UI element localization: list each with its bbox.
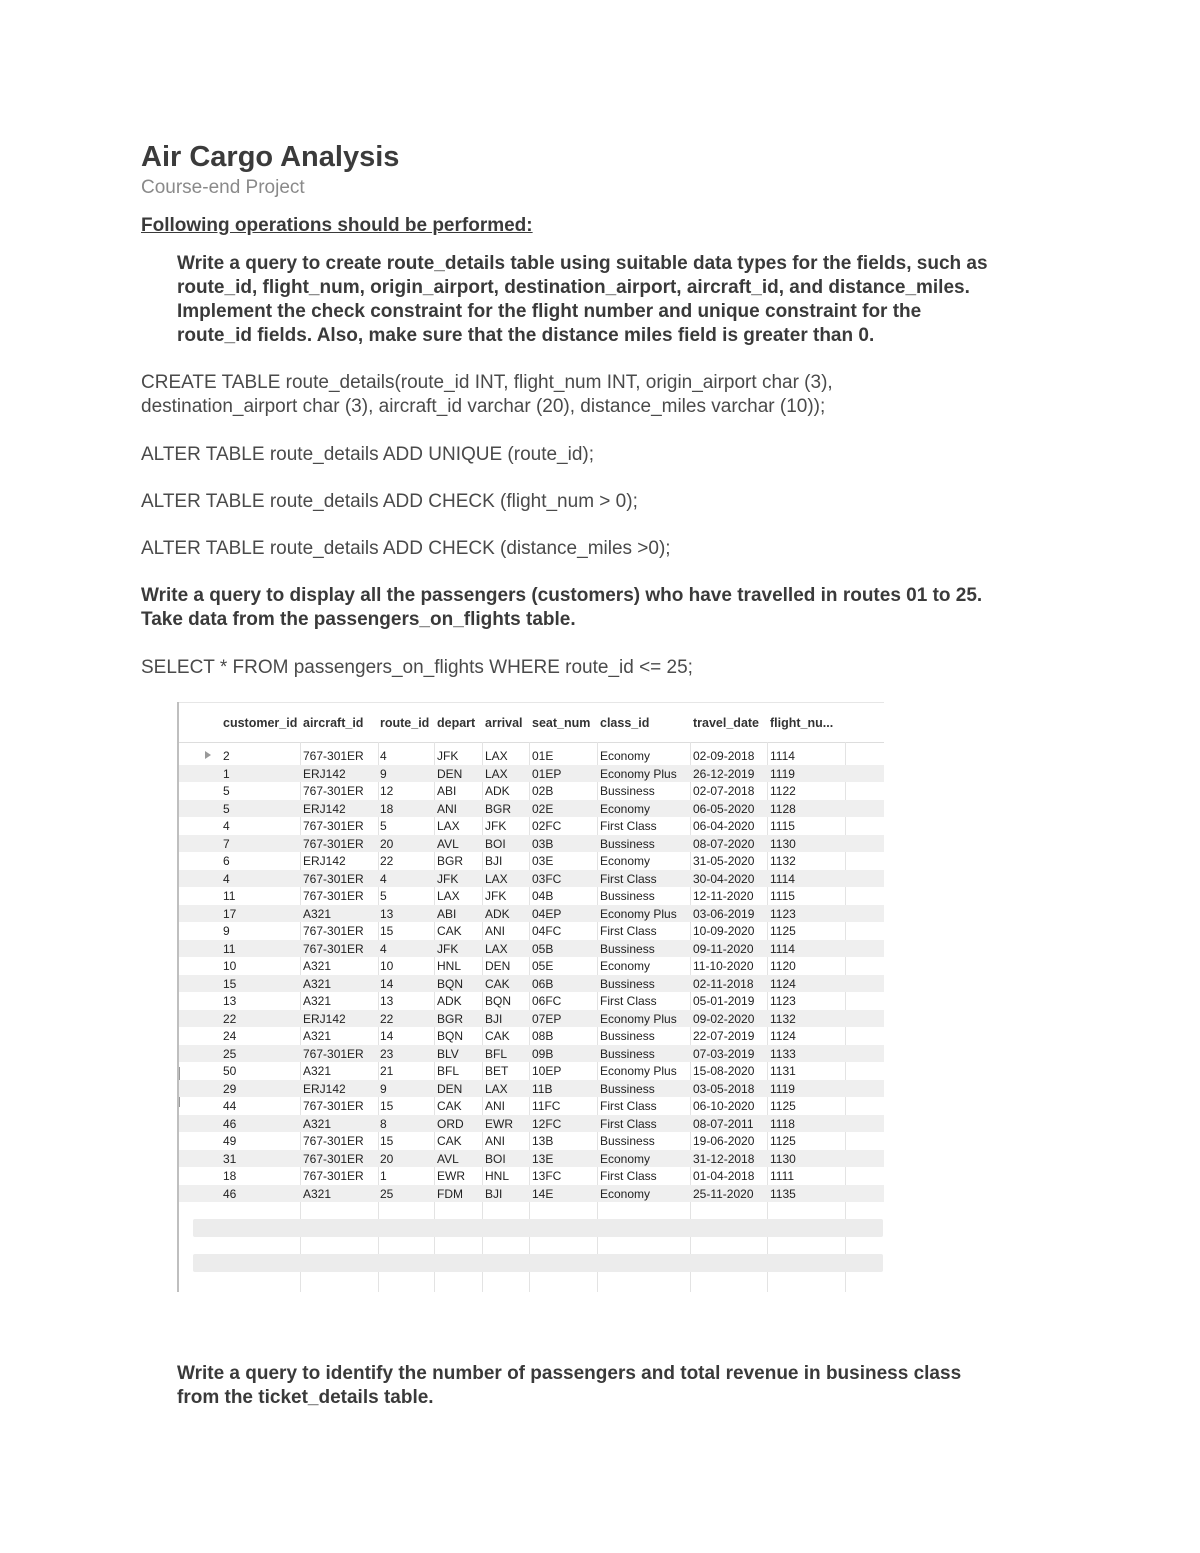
- table-cell: LAX: [485, 749, 508, 763]
- table-cell: 31-12-2018: [693, 1151, 755, 1166]
- table-cell: EWR: [485, 1116, 513, 1131]
- table-cell: ABI: [437, 784, 457, 798]
- table-row[interactable]: [179, 975, 884, 993]
- table-cell: BJI: [485, 1011, 503, 1026]
- table-cell: 1132: [770, 854, 796, 868]
- table-cell: 50: [223, 1064, 237, 1078]
- table-cell: 02-09-2018: [693, 749, 755, 763]
- table-cell: 5: [223, 801, 230, 816]
- create-table-line2: destination_airport char (3), aircraft_id varchar (20), distance_miles varchar (10));: [141, 396, 826, 417]
- table-cell: 1123: [770, 906, 796, 921]
- table-cell: Economy: [600, 801, 651, 816]
- table-cell: BGR: [437, 854, 464, 868]
- table-cell: 1124: [770, 1029, 796, 1043]
- row-pointer-icon: [205, 751, 211, 759]
- table-cell: 1130: [770, 1151, 796, 1166]
- table-cell: 5: [380, 889, 387, 903]
- table-cell: Economy: [600, 1186, 651, 1201]
- table-row[interactable]: [179, 1115, 884, 1133]
- table-cell: 1115: [770, 889, 795, 903]
- column-header-travel-date[interactable]: travel_date: [693, 716, 760, 730]
- table-cell: 08-07-2011: [693, 1116, 754, 1131]
- empty-table-row: [193, 1237, 883, 1255]
- table-cell: 10-09-2020: [693, 924, 755, 938]
- table-cell: 20: [380, 836, 394, 851]
- table-cell: 1125: [770, 1099, 796, 1113]
- table-cell: 1132: [770, 1011, 796, 1026]
- column-header-arrival[interactable]: arrival: [485, 716, 523, 730]
- table-cell: 46: [223, 1116, 237, 1131]
- table-cell: 767-301ER: [303, 749, 364, 763]
- table-cell: 03-05-2018: [693, 1081, 755, 1096]
- table-cell: 09B: [532, 1046, 554, 1061]
- table-cell: Economy: [600, 1151, 651, 1166]
- table-row[interactable]: [179, 1062, 884, 1080]
- table-cell: Economy Plus: [600, 906, 677, 921]
- table-cell: 03FC: [532, 871, 562, 886]
- table-cell: 02-11-2018: [693, 976, 754, 991]
- table-cell: LAX: [437, 819, 460, 833]
- table-cell: 767-301ER: [303, 1169, 364, 1183]
- task3-line: Write a query to identify the number of passengers and total revenue in business class: [177, 1363, 962, 1384]
- empty-table-row: [193, 1254, 883, 1272]
- table-cell: 06-04-2020: [693, 819, 755, 833]
- table-cell: 767-301ER: [303, 1046, 364, 1061]
- table-cell: First Class: [600, 871, 657, 886]
- table-cell: BQN: [485, 994, 512, 1008]
- table-row[interactable]: [179, 1027, 884, 1045]
- table-cell: BLV: [437, 1046, 459, 1061]
- table-cell: AVL: [437, 836, 459, 851]
- table-cell: ANI: [485, 924, 506, 938]
- table-cell: 30-04-2020: [693, 871, 755, 886]
- table-cell: BOI: [485, 1151, 506, 1166]
- table-cell: Economy: [600, 854, 651, 868]
- table-cell: 06-10-2020: [693, 1099, 755, 1113]
- table-cell: 06B: [532, 976, 554, 991]
- table-cell: 08B: [532, 1029, 554, 1043]
- table-cell: 46: [223, 1186, 237, 1201]
- column-header-customer-id[interactable]: customer_id: [223, 716, 298, 730]
- table-cell: 31-05-2020: [693, 854, 755, 868]
- table-cell: 02B: [532, 784, 554, 798]
- table-cell: 1131: [770, 1064, 796, 1078]
- task2-instructions: [141, 584, 982, 632]
- table-cell: BET: [485, 1064, 509, 1078]
- task1-instructions: [177, 252, 988, 348]
- table-cell: 04EP: [532, 906, 562, 921]
- table-cell: 9: [380, 1081, 387, 1096]
- table-cell: ANI: [485, 1134, 506, 1148]
- table-row[interactable]: [179, 765, 884, 783]
- table-cell: 15: [380, 1099, 394, 1113]
- table-row[interactable]: [179, 940, 884, 958]
- table-cell: 11B: [532, 1081, 553, 1096]
- table-cell: 767-301ER: [303, 924, 364, 938]
- table-row[interactable]: [179, 835, 884, 853]
- table-row[interactable]: [179, 817, 884, 835]
- table-cell: ERJ142: [303, 801, 346, 816]
- table-cell: A321: [303, 959, 332, 973]
- table-cell: 26-12-2019: [693, 766, 755, 781]
- table-cell: 767-301ER: [303, 1151, 364, 1166]
- table-cell: LAX: [485, 941, 508, 956]
- table-cell: 08-07-2020: [693, 836, 755, 851]
- table-cell: AVL: [437, 1151, 459, 1166]
- table-cell: 13: [380, 906, 394, 921]
- table-cell: First Class: [600, 1099, 657, 1113]
- table-cell: 10: [223, 959, 237, 973]
- table-cell: First Class: [600, 819, 657, 833]
- table-cell: A321: [303, 1029, 332, 1043]
- table-cell: 18: [223, 1169, 237, 1183]
- table-cell: Bussiness: [600, 1134, 655, 1148]
- table-cell: Economy: [600, 959, 651, 973]
- table-row[interactable]: [179, 905, 884, 923]
- table-cell: 1133: [770, 1046, 796, 1061]
- empty-table-row: [193, 1272, 883, 1290]
- table-cell: ANI: [437, 801, 458, 816]
- table-cell: A321: [303, 1116, 332, 1131]
- table-cell: 1124: [770, 976, 796, 991]
- table-cell: BFL: [437, 1064, 460, 1078]
- table-cell: 20: [380, 1151, 394, 1166]
- table-cell: 5: [380, 819, 387, 833]
- table-cell: 22: [380, 854, 394, 868]
- table-cell: 1122: [770, 784, 796, 798]
- table-cell: DEN: [437, 1081, 463, 1096]
- table-cell: 767-301ER: [303, 836, 364, 851]
- table-cell: 4: [380, 871, 387, 886]
- table-cell: BFL: [485, 1046, 508, 1061]
- table-cell: A321: [303, 1064, 332, 1078]
- table-row[interactable]: [179, 782, 884, 800]
- table-cell: 11FC: [532, 1099, 561, 1113]
- table-cell: 18: [380, 801, 394, 816]
- table-cell: DEN: [485, 959, 511, 973]
- table-cell: BGR: [485, 801, 512, 816]
- table-cell: CAK: [437, 924, 462, 938]
- table-row[interactable]: [179, 870, 884, 888]
- table-cell: ANI: [485, 1099, 506, 1113]
- table-cell: 1115: [770, 819, 795, 833]
- table-row[interactable]: [179, 852, 884, 870]
- table-cell: 13FC: [532, 1169, 562, 1183]
- table-row[interactable]: [179, 1150, 884, 1168]
- table-cell: 1114: [770, 871, 795, 886]
- table-cell: 05E: [532, 959, 554, 973]
- table-cell: 7: [223, 836, 230, 851]
- table-cell: 13E: [532, 1151, 554, 1166]
- table-cell: 767-301ER: [303, 1099, 364, 1113]
- table-cell: LAX: [485, 766, 508, 781]
- table-cell: First Class: [600, 924, 657, 938]
- table-cell: Bussiness: [600, 1081, 655, 1096]
- table-cell: 15: [380, 1134, 394, 1148]
- grid-header: [179, 702, 884, 743]
- column-header-seat-num[interactable]: seat_num: [532, 716, 591, 730]
- table-cell: 1128: [770, 801, 796, 816]
- table-row[interactable]: [179, 992, 884, 1010]
- table-cell: 44: [223, 1099, 237, 1113]
- table-cell: 02E: [532, 801, 554, 816]
- table-row[interactable]: [179, 1045, 884, 1063]
- table-cell: A321: [303, 1186, 332, 1201]
- table-cell: 15: [380, 924, 394, 938]
- table-cell: Bussiness: [600, 889, 655, 903]
- table-cell: BJI: [485, 854, 503, 868]
- table-row[interactable]: [179, 1080, 884, 1098]
- table-cell: FDM: [437, 1186, 463, 1201]
- task3-line: from the ticket_details table.: [177, 1387, 434, 1408]
- table-cell: ADK: [437, 994, 462, 1008]
- table-cell: First Class: [600, 1169, 657, 1183]
- table-cell: LAX: [485, 1081, 508, 1096]
- table-cell: 17: [223, 906, 237, 921]
- table-cell: 12-11-2020: [693, 889, 754, 903]
- table-cell: ADK: [485, 784, 510, 798]
- table-cell: 49: [223, 1134, 237, 1148]
- table-cell: ERJ142: [303, 1081, 346, 1096]
- table-cell: 24: [223, 1029, 237, 1043]
- table-cell: 1125: [770, 1134, 796, 1148]
- create-table-line1: CREATE TABLE route_details(route_id INT, flight_num INT, origin_airport char (3),: [141, 372, 833, 393]
- table-cell: 1125: [770, 924, 796, 938]
- table-cell: 767-301ER: [303, 889, 364, 903]
- table-cell: JFK: [437, 941, 459, 956]
- table-cell: Bussiness: [600, 1029, 655, 1043]
- table-cell: 01EP: [532, 766, 562, 781]
- table-cell: 21: [380, 1064, 394, 1078]
- table-cell: 767-301ER: [303, 871, 364, 886]
- table-cell: Bussiness: [600, 784, 655, 798]
- alter-check-distance-query: ALTER TABLE route_details ADD CHECK (distance_miles >0);: [141, 538, 671, 559]
- table-cell: 2: [223, 749, 230, 763]
- table-cell: 25: [223, 1046, 237, 1061]
- alter-unique-query: ALTER TABLE route_details ADD UNIQUE (route_id);: [141, 444, 595, 465]
- table-cell: 10: [380, 959, 394, 973]
- task1-line: Implement the check constraint for the flight number and unique constraint for the: [177, 301, 922, 322]
- table-cell: ORD: [437, 1116, 464, 1131]
- table-cell: EWR: [437, 1169, 465, 1183]
- empty-table-row: [193, 1219, 883, 1237]
- table-cell: BQN: [437, 976, 464, 991]
- table-cell: 15: [223, 976, 237, 991]
- table-cell: BQN: [437, 1029, 464, 1043]
- table-cell: CAK: [485, 976, 510, 991]
- table-cell: 14: [380, 976, 394, 991]
- table-cell: 25-11-2020: [693, 1186, 754, 1201]
- table-row[interactable]: [179, 1185, 884, 1203]
- operations-heading: Following operations should be performed:: [141, 215, 533, 236]
- table-cell: ERJ142: [303, 766, 346, 781]
- table-cell: 05-01-2019: [693, 994, 755, 1008]
- table-cell: 4: [223, 871, 230, 886]
- table-cell: LAX: [485, 871, 508, 886]
- table-cell: DEN: [437, 766, 463, 781]
- table-cell: 1111: [770, 1169, 795, 1183]
- column-header-route-id[interactable]: route_id: [380, 716, 430, 730]
- table-cell: 1114: [770, 749, 795, 763]
- table-cell: 29: [223, 1081, 237, 1096]
- table-cell: 1118: [770, 1116, 795, 1131]
- table-cell: 9: [380, 766, 387, 781]
- table-row[interactable]: [179, 800, 884, 818]
- table-cell: Bussiness: [600, 1046, 655, 1061]
- table-cell: 25: [380, 1186, 394, 1201]
- table-cell: 02-07-2018: [693, 784, 755, 798]
- table-cell: 06FC: [532, 994, 562, 1008]
- table-cell: 14E: [532, 1186, 554, 1201]
- create-table-query: [141, 371, 833, 419]
- task1-line: route_id fields. Also, make sure that the distance miles field is greater than 0.: [177, 325, 875, 346]
- table-row[interactable]: [179, 922, 884, 940]
- task1-line: Write a query to create route_details table using suitable data types for the fields, such as: [177, 253, 988, 274]
- table-cell: 5: [223, 784, 230, 798]
- table-cell: 03-06-2019: [693, 906, 755, 921]
- page-subtitle: Course-end Project: [141, 177, 305, 198]
- column-header-flight-num[interactable]: flight_nu...: [770, 716, 834, 730]
- table-cell: 4: [223, 819, 230, 833]
- table-cell: CAK: [437, 1099, 462, 1113]
- table-cell: 07-03-2019: [693, 1046, 755, 1061]
- table-cell: 1123: [770, 994, 796, 1008]
- table-cell: 13: [223, 994, 237, 1008]
- table-cell: 1130: [770, 836, 796, 851]
- table-cell: BGR: [437, 1011, 464, 1026]
- table-cell: 1: [223, 766, 230, 781]
- table-cell: 02FC: [532, 819, 562, 833]
- table-cell: 11-10-2020: [693, 959, 754, 973]
- table-cell: 19-06-2020: [693, 1134, 755, 1148]
- table-cell: LAX: [437, 889, 460, 903]
- table-row[interactable]: [179, 957, 884, 975]
- table-cell: CAK: [437, 1134, 462, 1148]
- table-cell: JFK: [485, 889, 507, 903]
- table-row[interactable]: [179, 747, 884, 765]
- task3-instructions: [177, 1362, 961, 1410]
- table-cell: Economy Plus: [600, 1064, 677, 1078]
- table-cell: 767-301ER: [303, 1134, 364, 1148]
- table-cell: 04FC: [532, 924, 562, 938]
- select-passengers-query: SELECT * FROM passengers_on_flights WHERE route_id <= 25;: [141, 657, 693, 678]
- table-cell: A321: [303, 976, 332, 991]
- table-cell: 767-301ER: [303, 784, 364, 798]
- table-cell: 07EP: [532, 1011, 562, 1026]
- table-cell: 1119: [770, 766, 795, 781]
- table-cell: First Class: [600, 994, 657, 1008]
- task2-line: Write a query to display all the passengers (customers) who have travelled in routes 01 to 25.: [141, 585, 983, 606]
- column-header-aircraft-id[interactable]: aircraft_id: [303, 716, 364, 730]
- table-cell: 03E: [532, 854, 554, 868]
- table-cell: ERJ142: [303, 854, 346, 868]
- table-cell: 11: [223, 889, 236, 903]
- table-cell: BJI: [485, 1186, 503, 1201]
- table-cell: 31: [223, 1151, 237, 1166]
- table-cell: First Class: [600, 1116, 657, 1131]
- table-cell: Bussiness: [600, 836, 655, 851]
- task1-line: route_id, flight_num, origin_airport, destination_airport, aircraft_id, and distance_miles.: [177, 277, 970, 298]
- grid-body: [179, 747, 884, 1289]
- table-cell: Bussiness: [600, 941, 655, 956]
- table-cell: 9: [223, 924, 230, 938]
- table-row[interactable]: [179, 1167, 884, 1185]
- table-cell: CAK: [485, 1029, 510, 1043]
- column-header-depart[interactable]: depart: [437, 716, 476, 730]
- table-row[interactable]: [179, 1132, 884, 1150]
- table-cell: 15-08-2020: [693, 1064, 755, 1078]
- table-cell: ERJ142: [303, 1011, 346, 1026]
- table-cell: 4: [380, 749, 387, 763]
- table-cell: 14: [380, 1029, 394, 1043]
- page-title: Air Cargo Analysis: [141, 141, 400, 173]
- table-cell: 12FC: [532, 1116, 562, 1131]
- table-cell: 09-02-2020: [693, 1011, 755, 1026]
- table-cell: 06-05-2020: [693, 801, 755, 816]
- table-row[interactable]: [179, 1010, 884, 1028]
- table-cell: 03B: [532, 836, 554, 851]
- table-cell: A321: [303, 906, 332, 921]
- grid-spacer: [179, 1202, 884, 1219]
- table-cell: 13B: [532, 1134, 554, 1148]
- table-cell: 09-11-2020: [693, 941, 754, 956]
- table-cell: Economy Plus: [600, 1011, 677, 1026]
- table-cell: 22: [223, 1011, 237, 1026]
- table-cell: Bussiness: [600, 976, 655, 991]
- table-cell: JFK: [437, 749, 459, 763]
- table-cell: 767-301ER: [303, 819, 364, 833]
- table-cell: 6: [223, 854, 230, 868]
- result-grid: [177, 702, 884, 1292]
- table-cell: 01-04-2018: [693, 1169, 755, 1183]
- table-cell: 4: [380, 941, 387, 956]
- table-cell: HNL: [485, 1169, 510, 1183]
- table-cell: 22-07-2019: [693, 1029, 755, 1043]
- table-cell: JFK: [485, 819, 507, 833]
- table-cell: JFK: [437, 871, 459, 886]
- table-row[interactable]: [179, 887, 884, 905]
- table-cell: Economy: [600, 749, 651, 763]
- table-cell: 13: [380, 994, 394, 1008]
- table-cell: 11: [223, 941, 236, 956]
- task2-line: Take data from the passengers_on_flights table.: [141, 609, 576, 630]
- table-cell: 22: [380, 1011, 394, 1026]
- table-cell: BOI: [485, 836, 506, 851]
- table-cell: 04B: [532, 889, 554, 903]
- table-cell: ABI: [437, 906, 457, 921]
- table-cell: Economy Plus: [600, 766, 677, 781]
- table-cell: 05B: [532, 941, 554, 956]
- table-cell: 1: [380, 1169, 387, 1183]
- table-cell: 01E: [532, 749, 554, 763]
- table-cell: 1114: [770, 941, 795, 956]
- table-cell: 12: [380, 784, 394, 798]
- table-cell: A321: [303, 994, 332, 1008]
- table-cell: 10EP: [532, 1064, 562, 1078]
- table-cell: ADK: [485, 906, 510, 921]
- table-cell: HNL: [437, 959, 462, 973]
- alter-check-flight-query: ALTER TABLE route_details ADD CHECK (flight_num > 0);: [141, 491, 638, 512]
- table-cell: 767-301ER: [303, 941, 364, 956]
- column-header-class-id[interactable]: class_id: [600, 716, 650, 730]
- table-cell: 8: [380, 1116, 387, 1131]
- table-cell: 1135: [770, 1186, 796, 1201]
- table-row[interactable]: [179, 1097, 884, 1115]
- table-cell: 1120: [770, 959, 796, 973]
- table-cell: 23: [380, 1046, 394, 1061]
- table-cell: 1119: [770, 1081, 795, 1096]
